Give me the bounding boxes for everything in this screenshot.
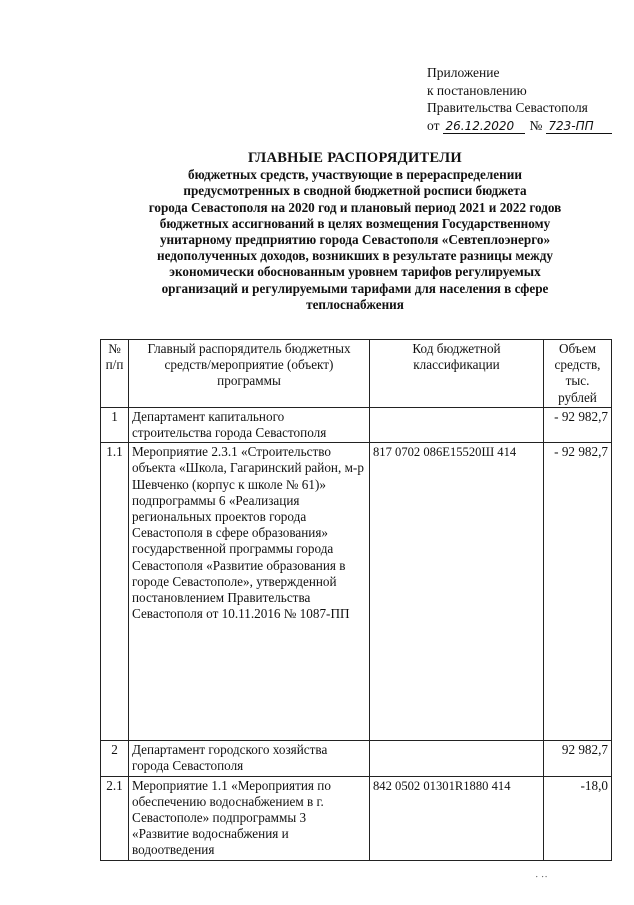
number-prefix: № [529, 117, 543, 133]
title-line: унитарному предприятию города Севастополя «Севтеплоэнерго» [159, 232, 551, 248]
row-amount: -18,0 [544, 776, 612, 860]
table-row [101, 741, 612, 776]
row-name: Департамент городского хозяйства города Севастополя [129, 741, 370, 776]
handwritten-date: 26.12.2020 [443, 119, 525, 134]
row-name: Мероприятие 2.3.1 «Строительство объекта «Школа, Гагаринский район, м-р Шевченко (корпус к школе № 61)» подпрограммы 6 «Реализация региональных проектов города Севастополя в сфере образования» государственной программы города Севастополя «Развитие образования в городе Севастополе», утвержденной постановлением Правительства Севастополя от 10.11.2016 № 1087-ПП [129, 443, 370, 741]
row-num: 1 [101, 407, 129, 442]
row-amount: - 92 982,7 [544, 407, 612, 442]
row-code [370, 741, 544, 776]
row-name: Департамент капитального строительства города Севастополя [129, 407, 370, 442]
row-code [370, 407, 544, 442]
appendix-line-2: к постановлению [427, 82, 527, 98]
title-line: теплоснабжения [306, 296, 404, 312]
title-line: бюджетных средств, участвующие в перераспределении [188, 167, 522, 183]
title-line: недополученных доходов, возникших в результате разницы между [156, 248, 554, 264]
table-row [101, 443, 612, 741]
header-num: № п/п [101, 340, 129, 408]
appendix-block [427, 64, 612, 134]
appendix-line-1: Приложение [427, 65, 500, 80]
date-prefix: от [427, 117, 440, 133]
header-amount: Объем средств, тыс. рублей [544, 340, 612, 408]
row-amount: - 92 982,7 [544, 443, 612, 741]
table-row [101, 776, 612, 860]
title-line: города Севастополя на 2020 год и плановый период 2021 и 2022 годов [148, 199, 562, 215]
appendix-line-3: Правительства Севастополя [427, 100, 588, 115]
row-amount: 92 982,7 [544, 741, 612, 776]
row-code: 817 0702 086Е15520Ш 414 [370, 443, 544, 741]
title-line: предусмотренных в сводной бюджетной росписи бюджета [183, 183, 527, 199]
scan-marks: ⋅ ⋅⋅ [535, 872, 548, 883]
row-num: 2.1 [101, 776, 129, 860]
table-header-row [101, 340, 612, 408]
distributors-table [100, 339, 612, 861]
row-code: 842 0502 01301R1880 414 [370, 776, 544, 860]
document-title [120, 150, 590, 313]
title-main: ГЛАВНЫЕ РАСПОРЯДИТЕЛИ [248, 150, 462, 166]
row-name: Мероприятие 1.1 «Мероприятия по обеспечению водоснабжением в г. Севастополе» подпрограммы 3 «Развитие водоснабжения и водоотведения [129, 776, 370, 860]
table-row [101, 407, 612, 442]
row-num: 1.1 [101, 443, 129, 741]
title-line: экономически обоснованным уровнем тарифов регулируемых [169, 264, 541, 280]
title-line: организаций и регулируемыми тарифами для населения в сфере [161, 280, 549, 296]
appendix-date-line [427, 117, 612, 135]
header-name: Главный распорядитель бюджетных средств/мероприятие (объект) программы [129, 340, 370, 408]
handwritten-number: 723-ПП [546, 119, 612, 134]
title-line: бюджетных ассигнований в целях возмещения Государственному [159, 215, 551, 231]
row-num: 2 [101, 741, 129, 776]
header-code: Код бюджетной классификации [370, 340, 544, 408]
